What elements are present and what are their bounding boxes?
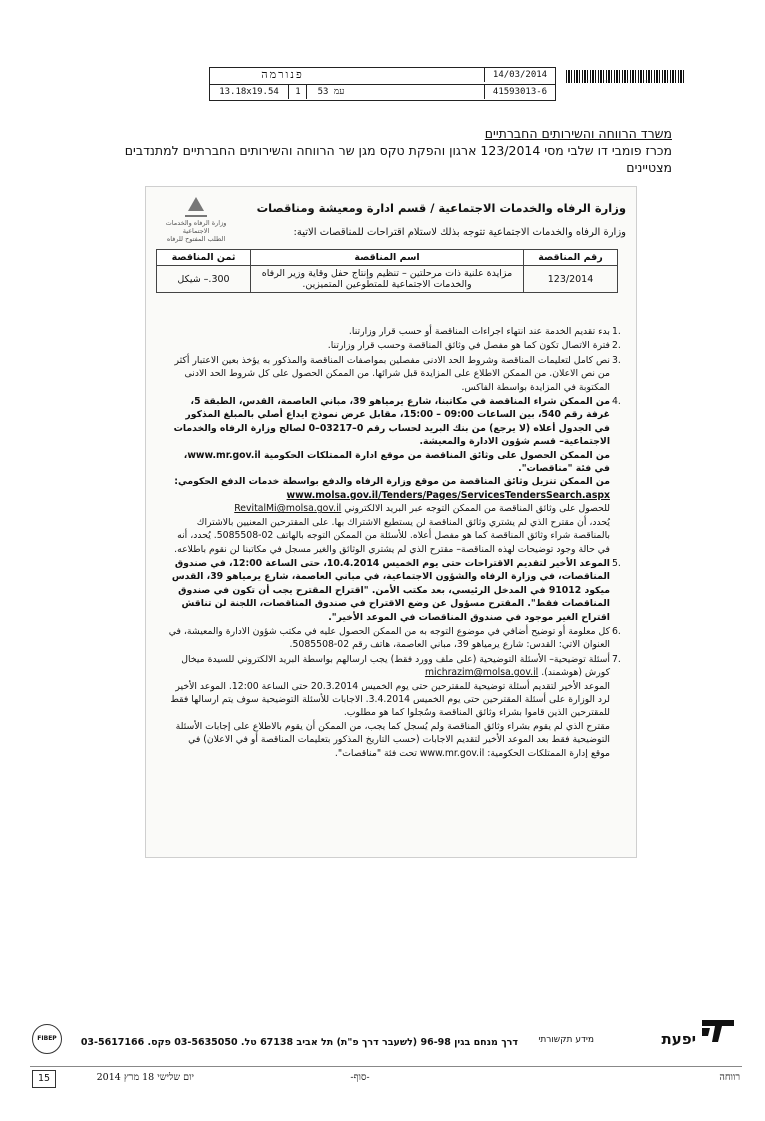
list-item: 3. نص كامل لتعليمات المناقصة وشروط الحد الادنى مفصلين بمواصفات المناقصة والمذكور به يؤخذ بعين الاعتبار أكثر من نص الاعلان. من الممكن الاطلاع على المزايدة قبل شرائها. من الممكن الحصول على كل شروط الحد الادنى المكتوبة في المزايدة بواسطة الفاكس. — [174, 354, 621, 393]
list-item: 2. فترة الاتصال تكون كما هو مفصل في وثائق المناقصة وحسب قرار وزارتنا. — [327, 340, 621, 352]
footer-address: דרך מנחם בגין 96-98 (לשעבר דרך פ"ת) תל אביב 67138 טל. 03-5635050 פקס. 03-5617166 — [80, 1037, 518, 1048]
barcode — [566, 70, 686, 83]
intro-text: وزارة الرفاه والخدمات الاجتماعية تتوجه بذلك لاستلام اقتراحات للمناقصات الاتية: — [293, 227, 626, 238]
headline-title: משרד הרווחה והשירותים החברתיים — [484, 126, 672, 141]
stamp-date: 14/03/2014 — [484, 68, 555, 82]
footer-date: יום שלישי 18 מרץ 2014 — [96, 1072, 194, 1083]
tender-price: 300.– شيكل — [157, 266, 251, 293]
tender-table-header — [157, 250, 618, 266]
tender-name: مزايدة علنية ذات مرحلتين – تنظيم وإنتاج حفل وقاية وزير الرفاه والخدمات الاجتماعية للمتطوعين المتميزين. — [251, 266, 524, 293]
clipping-stamp — [209, 67, 556, 101]
ministry-header: وزارة الرفاه والخدمات الاجتماعية / قسم ادارة ومعيشة ومناقصات — [256, 201, 626, 215]
stamp-size: 13.18x19.54 — [210, 84, 288, 99]
list-item: 1. بدء تقديم الخدمة عند انتهاء اجراءات المناقصة أو حسب قرار وزارتنا. — [348, 326, 621, 337]
page-number: 15 — [32, 1070, 56, 1088]
tender-number: 123/2014 — [524, 266, 618, 293]
list-item: 6. كل معلومة أو توضيح أضافي في موضوع التوجه به من الممكن الحصول عليه في مكتب شؤون الادارة والمعيشة، في العنوان الاتي: القدس: شارع يرمياهو 39، مباني العاصمة، هاتف رقم 02-5085508. — [168, 625, 621, 651]
fibep-logo: FIBEP — [32, 1024, 62, 1054]
brand-name: יפעת — [661, 1030, 696, 1048]
tender-terms-list — [168, 325, 626, 761]
headline-subtitle: מכרז פומבי דו שלבי מסי 123/2014 ארגון והפקת טקס מגן שר הרווחה והשירותים החברתיים למתנדבים מצטיינים — [124, 143, 672, 175]
article-headline — [90, 125, 672, 176]
list-item: 5. الموعد الأخير لتقديم الاقتراحات حتى يوم الخميس 10.4.2014، حتى الساعة 12:00، في صندوق المناقصات، في وزارة الرفاه والشؤون الاجتماعية، في مباني العاصمة، شارع يرمياهو 39، القدس ميكود 91012 في المدخل الرئيسي، بعد مكتب الأمن. "اقتراح المقترح يجب أن تكون في صندوق المناقصات فقط". المقترح مسؤول عن وضع الاقتراح في صندوق المناقصات، اللجنة لن تناقش اقتراح الغير موجود في صندوق المناقصات في الموعد الأخير". — [171, 557, 621, 623]
stamp-column: 1 — [288, 84, 307, 99]
footer-divider — [30, 1066, 742, 1067]
stamp-blank — [354, 84, 485, 85]
stamp-page: עמ 53 — [306, 84, 355, 99]
header-tender-price: ثمن المناقصة — [157, 250, 251, 266]
publication-name: פנורמה — [261, 68, 304, 81]
ministry-emblem-icon — [185, 197, 207, 217]
list-item: 4. من الممكن شراء المناقصة في مكاتبنا، شارع يرمياهو 39، مباني العاصمة، القدس، الطبقة 5، غرفة رقم 540، بين الساعات 09:00 – 15:00، مقابل عرض نموذج ايداع أصلي بالمبلغ المذكور في الجدول أعلاه (لا يرجع) من بنك البريد لحساب رقم 0–03217–0 لصالح وزارة الرفاه والخدمات الاجتماعية– قسم شؤون الادارة والمعيشة. من الممكن الحصول على وثائق المناقصة من موقع ادارة الممتلكات الحكومية www.mr.gov.il، في فئة "مناقصات". من الممكن تنزيل وثائق المناقصة من موقع وزارة الرفاه والدفع بواسطة خدمات الدفع الحكومي: www.molsa.gov.il/Tenders/Pages/ServicesTendersSearch.aspx للحصول على وثائق المناقصة من الممكن التوجه عبر البريد الالكتروني RevitalMi@molsa.gov.il يُحدد، أن مقترح الذي لم يشتري وثائق المناقصة لن يستطيع الاشتراك بها. على المقترحين المعنيين بالاشتراك بالمناقصة شراء وثائق المناقصة كما هو مفصل أعلاه. للأسئلة من الممكن التوجه بالهاتف 02-5085508. يُحدد، أنه في حالة وجود توضيحات لهذه المناقصة– مقترح الذي لم يشتري الوثائق والغير مسجل في مكاتبنا لن نقوم باطلاعه. — [173, 396, 621, 555]
tender-table — [156, 249, 618, 293]
logo-line-2: الطلب المفتوح للرفاه — [166, 235, 226, 243]
logo-line-1: وزارة الرفاه والخدمات الاجتماعية — [165, 219, 227, 235]
header-tender-name: اسم المناقصة — [251, 250, 524, 266]
newspaper-clipping — [145, 186, 637, 858]
header-tender-number: رقم المناقصة — [524, 250, 618, 266]
revital-email-link[interactable]: RevitalMi@molsa.gov.il — [234, 503, 342, 515]
yifat-logo-icon — [700, 1018, 736, 1044]
list-item: 7. أسئلة توضيحية– الأسئلة التوضيحية (على ملف وورد فقط) يجب ارسالهم بواسطة البريد الالكتروني للسيدة ميخال كورش (هوشمند). michrazim@molsa.gov.il الموعد الأخير لتقديم أسئلة توضيحية للمقترحين حتى يوم الخميس 20.3.2014 حتى الساعة 12:00. الموعد الأخير لرد الوزارة على أسئلة المقترحين حتى يوم الخميس 3.4.2014. الاجابات للأسئلة التوضيحية سوف يتم ارسالها فقط للمقترحين الذين قاموا بشراء وثائق المناقصة وسُجلوا كما هو مطلوب. مقترح الذي لم يقوم بشراء وثائق المناقصة ولم يُسجل كما يجب، من الممكن أن يقوم بالاطلاع على إجابات الأسئلة التوضيحية فقط بعد الموعد الأخير لتقديم الاجابات (حسب التاريخ المذكور بتعليمات المناقصة أو في الاعلان) في موقع إدارة الممتلكات الحكومية: www.mr.gov.il تحت فئة "مناقصات". — [170, 653, 621, 759]
table-row — [157, 266, 618, 293]
footer-publication: רווחה — [719, 1072, 740, 1083]
stamp-item-id: 41593013-6 — [484, 84, 555, 99]
michrazim-email-link[interactable]: michrazim@molsa.gov.il — [424, 667, 539, 679]
brand-subtitle: מידע תקשורתי — [538, 1035, 594, 1045]
tenders-url-link[interactable]: www.molsa.gov.il/Tenders/Pages/ServicesTendersSearch.aspx — [286, 489, 610, 501]
end-mark: -סוף- — [350, 1072, 370, 1083]
